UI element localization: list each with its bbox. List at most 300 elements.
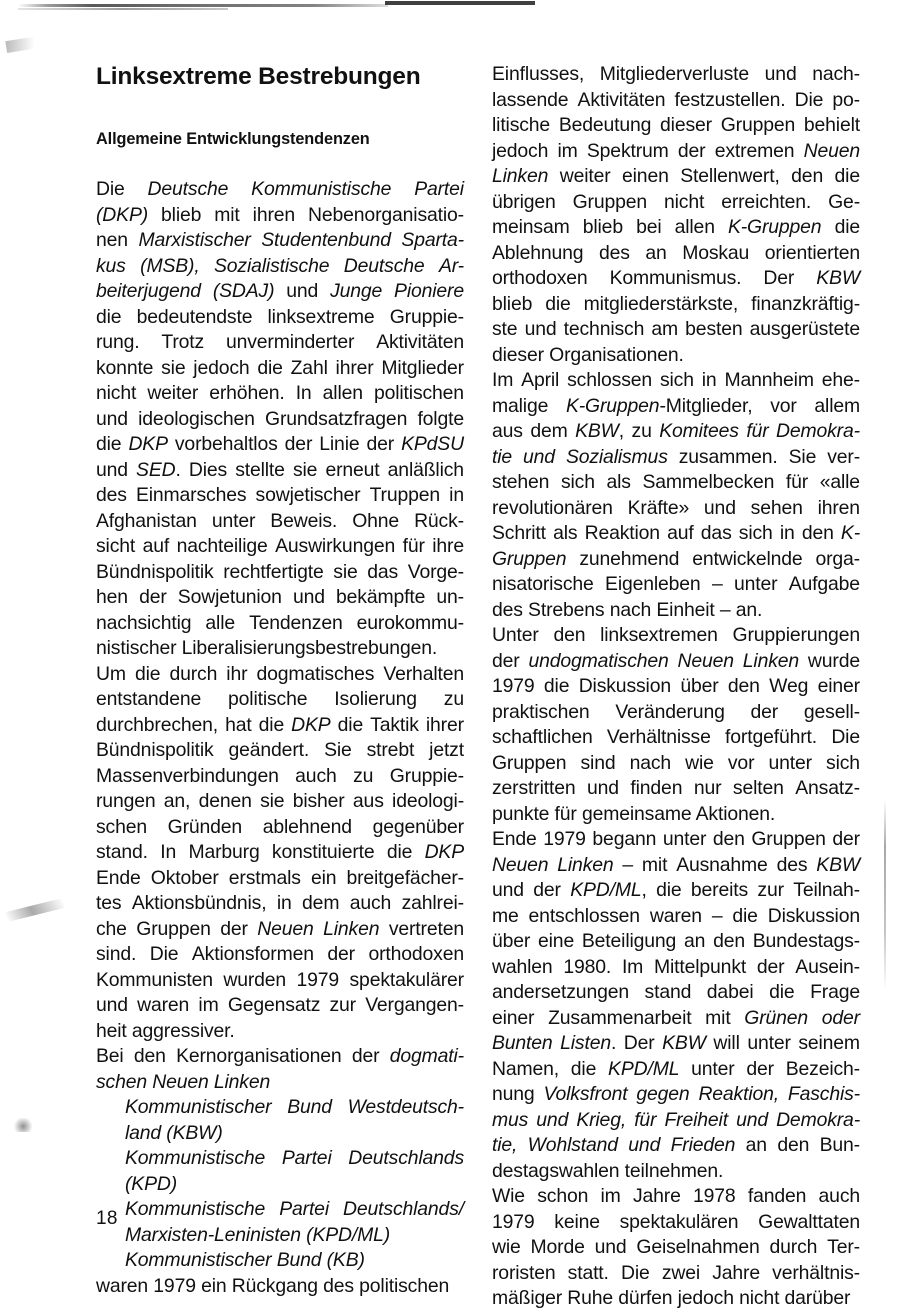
- text-line: [492, 394, 860, 420]
- text-line: [492, 802, 860, 828]
- word: 1979: [296, 968, 340, 991]
- text-line: [96, 942, 464, 968]
- text-line: [492, 139, 860, 165]
- word: die: [570, 1057, 597, 1080]
- text-line: [492, 1261, 860, 1287]
- word: che: [96, 917, 127, 940]
- word: den: [133, 1045, 166, 1067]
- word: Die: [96, 178, 125, 200]
- word: nicht: [664, 190, 705, 213]
- text-line: [96, 356, 464, 382]
- word: kus: [96, 254, 126, 277]
- word: DKP: [424, 841, 464, 863]
- word: die: [769, 981, 795, 1003]
- word: litische: [492, 114, 551, 136]
- text-line: [96, 177, 464, 203]
- paragraph: [492, 368, 860, 623]
- word: Bedeutung: [558, 114, 652, 136]
- word: ste: [492, 318, 518, 340]
- word: Mittelpunkt: [653, 955, 747, 978]
- word: nung: [492, 1083, 535, 1105]
- word: die: [337, 713, 364, 736]
- word: rung.: [96, 331, 140, 353]
- word: zu: [443, 688, 464, 710]
- word: nach: [629, 751, 672, 774]
- word: oder: [821, 1006, 860, 1029]
- word: wie: [492, 1236, 521, 1258]
- word: Beweis.: [270, 509, 338, 532]
- word: Aktivitäten: [376, 331, 464, 353]
- word: jedoch: [193, 356, 250, 379]
- word: politische: [228, 688, 308, 710]
- text-line: [125, 1248, 464, 1274]
- word: behielt: [803, 114, 860, 136]
- word: Neuen: [492, 853, 549, 876]
- text-line: [96, 738, 464, 764]
- word: Gruppen: [136, 917, 211, 940]
- word: Gruppen: [751, 828, 826, 850]
- word: KBW: [816, 853, 860, 876]
- word: der: [492, 649, 520, 672]
- word: unter: [211, 509, 256, 532]
- word: Bund: [287, 1096, 332, 1118]
- word: erstmals: [228, 866, 301, 889]
- word: nachteilige: [176, 535, 268, 557]
- word: im: [557, 139, 578, 162]
- word: auch: [295, 764, 337, 787]
- word: DKP: [291, 713, 331, 736]
- word: Kommunistische: [125, 1198, 266, 1220]
- word: unter: [691, 1057, 735, 1080]
- word: zur: [757, 879, 784, 901]
- word: orientierten: [764, 241, 860, 264]
- word: und: [736, 1108, 768, 1131]
- word: Stellenwert,: [680, 165, 780, 187]
- word: orga-: [815, 547, 860, 570]
- word: (SDAJ): [212, 280, 275, 302]
- text-line: [492, 853, 860, 879]
- word: denen: [198, 790, 252, 812]
- section-heading: Allgemeine Entwicklungstendenzen: [96, 130, 370, 148]
- word: und: [96, 994, 128, 1016]
- word: Demokra-: [776, 1108, 860, 1131]
- word: ihr: [226, 662, 248, 685]
- word: Rück-: [414, 509, 464, 532]
- word: po-: [832, 88, 860, 111]
- word: tes: [96, 892, 122, 914]
- word: technisch: [563, 318, 645, 340]
- word: Mannheim: [724, 369, 814, 391]
- word: –: [711, 573, 723, 595]
- word: Partei: [414, 178, 464, 200]
- word: Bezeich-: [785, 1057, 860, 1080]
- text-run: des Strebens nach Einheit – an.: [492, 598, 763, 621]
- word: meinsam: [492, 216, 570, 238]
- text-line: [492, 1286, 860, 1312]
- word: linksextremen: [600, 624, 718, 646]
- word: Jahre: [632, 1185, 681, 1207]
- word: (DKP): [96, 203, 149, 226]
- left-text-column: [96, 62, 464, 1299]
- word: eurokommu-: [356, 611, 464, 634]
- text-line: [125, 1146, 464, 1172]
- text-line: [125, 1172, 464, 1198]
- word: der: [220, 917, 248, 940]
- text-line: [96, 840, 464, 866]
- word: zwei: [661, 1261, 701, 1284]
- word: Linken: [492, 165, 549, 187]
- word: für: [746, 420, 769, 442]
- word: beiterjugend: [96, 280, 201, 302]
- word: will: [713, 1032, 740, 1054]
- word: Einmarsches: [135, 484, 247, 506]
- text-run: dieser Organisationen.: [492, 343, 684, 366]
- word: und: [703, 496, 736, 519]
- word: den: [791, 165, 824, 187]
- word: vor: [770, 394, 797, 417]
- word: Jahre: [712, 1261, 760, 1284]
- word: Ohne: [352, 509, 400, 532]
- word: vorbehaltlos: [174, 433, 278, 455]
- word: Ansatz-: [795, 777, 860, 799]
- word: Moskau: [682, 241, 750, 264]
- word: orthodoxen: [368, 943, 464, 965]
- word: Aktionsbündnis,: [131, 892, 267, 914]
- word: Deutsche: [147, 178, 229, 200]
- word: als: [606, 471, 631, 493]
- text-line: [492, 598, 860, 624]
- word: den: [553, 624, 586, 646]
- word: an: [683, 930, 706, 952]
- word: Die: [794, 88, 824, 111]
- word: festzustellen.: [674, 88, 786, 111]
- word: Sparta-: [401, 229, 464, 251]
- word: die: [656, 879, 682, 901]
- word: statt.: [567, 1261, 609, 1284]
- word: nen: [96, 229, 128, 251]
- word: konstituierte: [271, 841, 375, 863]
- word: Reaktion,: [698, 1083, 780, 1105]
- word: Dies: [188, 458, 228, 481]
- text-line: [492, 878, 860, 904]
- word: me: [492, 904, 519, 927]
- word: ihrer: [335, 356, 374, 379]
- word: hen: [96, 586, 128, 608]
- word: die: [834, 165, 860, 187]
- word: blieb: [582, 216, 623, 238]
- word: gegenüber: [372, 815, 464, 838]
- word: auf: [667, 522, 694, 544]
- word: die: [258, 713, 285, 736]
- word: hat: [225, 713, 252, 736]
- word: waren: [137, 994, 190, 1016]
- word: die: [545, 292, 571, 315]
- word: die: [834, 216, 860, 238]
- word: Sammelbecken: [642, 471, 775, 493]
- word: und: [96, 458, 128, 481]
- word: revolutionären: [492, 496, 613, 519]
- word: entschlossen: [528, 904, 640, 927]
- text-line: [492, 1159, 860, 1185]
- text-line: [492, 1082, 860, 1108]
- word: schon: [537, 1185, 589, 1207]
- word: ideologi-: [392, 790, 464, 812]
- word: weiter: [559, 165, 611, 187]
- text-line: [96, 509, 464, 535]
- word: des: [776, 853, 808, 876]
- text-line: [492, 266, 860, 292]
- word: Studentenbund: [261, 229, 391, 251]
- text-line: [492, 164, 860, 190]
- word: sich: [659, 369, 694, 391]
- word: den: [727, 675, 760, 697]
- word: Faschis-: [787, 1083, 860, 1105]
- word: Die: [831, 726, 860, 748]
- word: Schritt: [492, 522, 546, 544]
- word: stellte: [235, 458, 285, 481]
- word: Krieg,: [576, 1108, 627, 1131]
- word: unter: [733, 573, 778, 595]
- word: schen: [96, 815, 147, 838]
- word: praktischen: [492, 700, 590, 723]
- text-line: [492, 623, 860, 649]
- text-run: nistischer Liberalisierungsbestrebungen.: [96, 637, 438, 659]
- word: der: [351, 1045, 380, 1067]
- word: schaftlichen: [492, 726, 593, 748]
- word: KPD/ML,: [570, 879, 647, 901]
- word: der: [139, 586, 167, 608]
- word: Bun-: [819, 1134, 860, 1156]
- word: Mitglieder: [381, 356, 464, 379]
- word: Kernorganisationen: [176, 1045, 342, 1067]
- word: mus: [492, 1108, 529, 1131]
- word: bereits: [690, 879, 749, 901]
- word: Linken: [323, 917, 380, 940]
- word: Sozialismus: [565, 445, 668, 468]
- text-line: [96, 1274, 464, 1300]
- paragraph: [96, 177, 464, 662]
- word: für: [402, 535, 425, 557]
- word: Oktober: [150, 866, 219, 889]
- word: in: [701, 369, 717, 391]
- word: durch: [769, 1236, 818, 1258]
- text-line: [96, 1070, 464, 1096]
- text-line: [492, 1108, 860, 1134]
- word: Ausein-: [795, 955, 860, 978]
- word: die: [257, 356, 283, 379]
- word: der: [746, 1057, 774, 1080]
- word: KBW,: [575, 420, 625, 442]
- paragraph: [492, 62, 860, 368]
- word: Veränderung: [615, 700, 725, 723]
- word: Volksfront: [543, 1083, 628, 1105]
- word: weiter: [147, 382, 199, 404]
- word: linksextreme: [267, 305, 375, 328]
- word: Spektrum: [586, 139, 669, 162]
- scan-speckle-artifact-lower-left: [10, 1118, 32, 1132]
- word: mit: [705, 1006, 731, 1029]
- word: ver-: [827, 445, 860, 468]
- word: dieser: [660, 114, 712, 136]
- word: Linken: [742, 649, 800, 672]
- word: Bündnispolitik: [96, 739, 214, 761]
- word: roristen: [492, 1261, 556, 1284]
- word: Gewalttaten: [758, 1210, 860, 1233]
- word: und: [628, 1134, 661, 1156]
- word: wurde: [807, 649, 860, 672]
- word: Gruppie-: [389, 764, 464, 787]
- word: extremen: [714, 139, 795, 162]
- word: zunehmend: [579, 547, 680, 570]
- word: Tendenzen: [249, 611, 343, 634]
- word: Reaktion: [584, 522, 660, 544]
- word: und: [536, 1108, 569, 1131]
- word: anläßlich: [387, 458, 464, 481]
- page-number: 18: [96, 1208, 118, 1229]
- word: In: [295, 382, 312, 404]
- word: wie: [685, 751, 714, 774]
- paragraph: [492, 827, 860, 1184]
- word: K-Gruppen: [727, 216, 822, 238]
- word: entstandene: [96, 688, 202, 710]
- word: unter: [768, 751, 812, 774]
- text-line: [492, 445, 860, 471]
- word: Partei: [279, 1198, 329, 1220]
- word: Der: [763, 267, 795, 289]
- word: Gruppen: [492, 547, 567, 570]
- text-line: [492, 827, 860, 853]
- word: 1979: [543, 828, 586, 850]
- word: sind: [580, 751, 616, 774]
- word: sie: [333, 560, 358, 583]
- scan-streak-artifact-top-right: [385, 1, 535, 5]
- word: 1979: [492, 1210, 535, 1233]
- word: den: [777, 1134, 810, 1156]
- word: alle: [205, 611, 236, 634]
- word: Linken: [557, 853, 614, 876]
- word: und: [492, 879, 524, 901]
- right-text-column: [492, 62, 860, 1312]
- text-line: [96, 1044, 464, 1070]
- word: vor: [727, 751, 755, 774]
- word: bei: [636, 216, 662, 238]
- word: Wohlstand: [527, 1134, 618, 1156]
- word: (MSB),: [140, 254, 200, 277]
- text-line: [492, 1057, 860, 1083]
- word: tie: [492, 445, 513, 468]
- word: Weg: [769, 675, 809, 697]
- word: Neuen: [803, 139, 860, 162]
- word: einer: [492, 1006, 535, 1029]
- word: Neuen: [677, 649, 734, 672]
- word: Linie: [319, 433, 360, 455]
- word: Diskussion: [578, 675, 671, 697]
- word: waren: [649, 904, 702, 927]
- word: Frage: [810, 981, 860, 1003]
- word: der: [533, 879, 561, 901]
- word: Bundestags-: [752, 930, 860, 952]
- italic-run: Marxisten-Leninisten (KPD/ML): [125, 1223, 391, 1246]
- word: geändert.: [228, 739, 310, 761]
- word: der: [366, 433, 395, 455]
- word: KBW: [662, 1032, 706, 1054]
- word: Kommunistischer: [125, 1096, 272, 1118]
- word: sich: [826, 751, 860, 774]
- text-line: [96, 432, 464, 458]
- word: in: [276, 892, 292, 914]
- word: Bei: [96, 1045, 124, 1067]
- word: das: [700, 522, 732, 544]
- word: der: [756, 955, 785, 978]
- word: auf: [142, 535, 170, 557]
- word: sie: [292, 458, 318, 481]
- word: dem: [302, 892, 340, 914]
- word: mitgliederstärkste,: [583, 292, 739, 315]
- word: fortgeführt.: [725, 726, 818, 748]
- word: ihren: [817, 496, 860, 519]
- word: den: [713, 930, 745, 952]
- text-line: [96, 279, 464, 305]
- text-line: [125, 1095, 464, 1121]
- word: besten: [685, 318, 743, 340]
- scan-edge-line-artifact-right: [884, 800, 886, 990]
- word: Vorge-: [407, 560, 464, 583]
- word: wahlen: [492, 955, 553, 978]
- word: über: [680, 675, 719, 697]
- word: Aktivitäten: [577, 88, 666, 111]
- text-line: [96, 611, 464, 637]
- word: und: [524, 318, 557, 340]
- word: Sie: [324, 739, 352, 761]
- text-line: [492, 1235, 860, 1261]
- text-line: [96, 534, 464, 560]
- word: für: [785, 471, 809, 493]
- word: die: [134, 662, 161, 685]
- word: seinem: [798, 1032, 860, 1054]
- word: –: [711, 904, 723, 927]
- word: erreichten.: [721, 190, 812, 213]
- word: Aktionsformen: [191, 943, 314, 965]
- text-line: [96, 891, 464, 917]
- word: Truppen: [369, 484, 441, 506]
- word: die: [96, 305, 122, 328]
- word: an,: [163, 790, 191, 812]
- text-line: [492, 521, 860, 547]
- italic-run: land (KBW): [125, 1121, 223, 1144]
- word: fanden: [747, 1185, 807, 1207]
- word: lassende: [492, 88, 569, 111]
- text-line: [492, 419, 860, 445]
- word: für: [634, 1108, 657, 1131]
- text-line: [96, 764, 464, 790]
- text-line: [492, 751, 860, 777]
- text-line: [492, 1133, 860, 1159]
- text-run: mäßiger Ruhe dürfen jedoch nicht darüber: [492, 1287, 851, 1309]
- word: folgte: [417, 407, 464, 430]
- word: SED.: [136, 458, 181, 481]
- word: Diskussion: [767, 904, 860, 927]
- organization-list-item: [96, 1248, 464, 1274]
- text-line: [492, 343, 860, 369]
- text-line: [492, 904, 860, 930]
- word: Beteiligung: [581, 930, 677, 952]
- word: –: [622, 853, 634, 876]
- text-line: [96, 713, 464, 739]
- text-line: [492, 725, 860, 751]
- scan-streak-artifact-top-left-2: [18, 8, 228, 10]
- word: KPD/ML: [608, 1057, 680, 1080]
- text-line: [492, 317, 860, 343]
